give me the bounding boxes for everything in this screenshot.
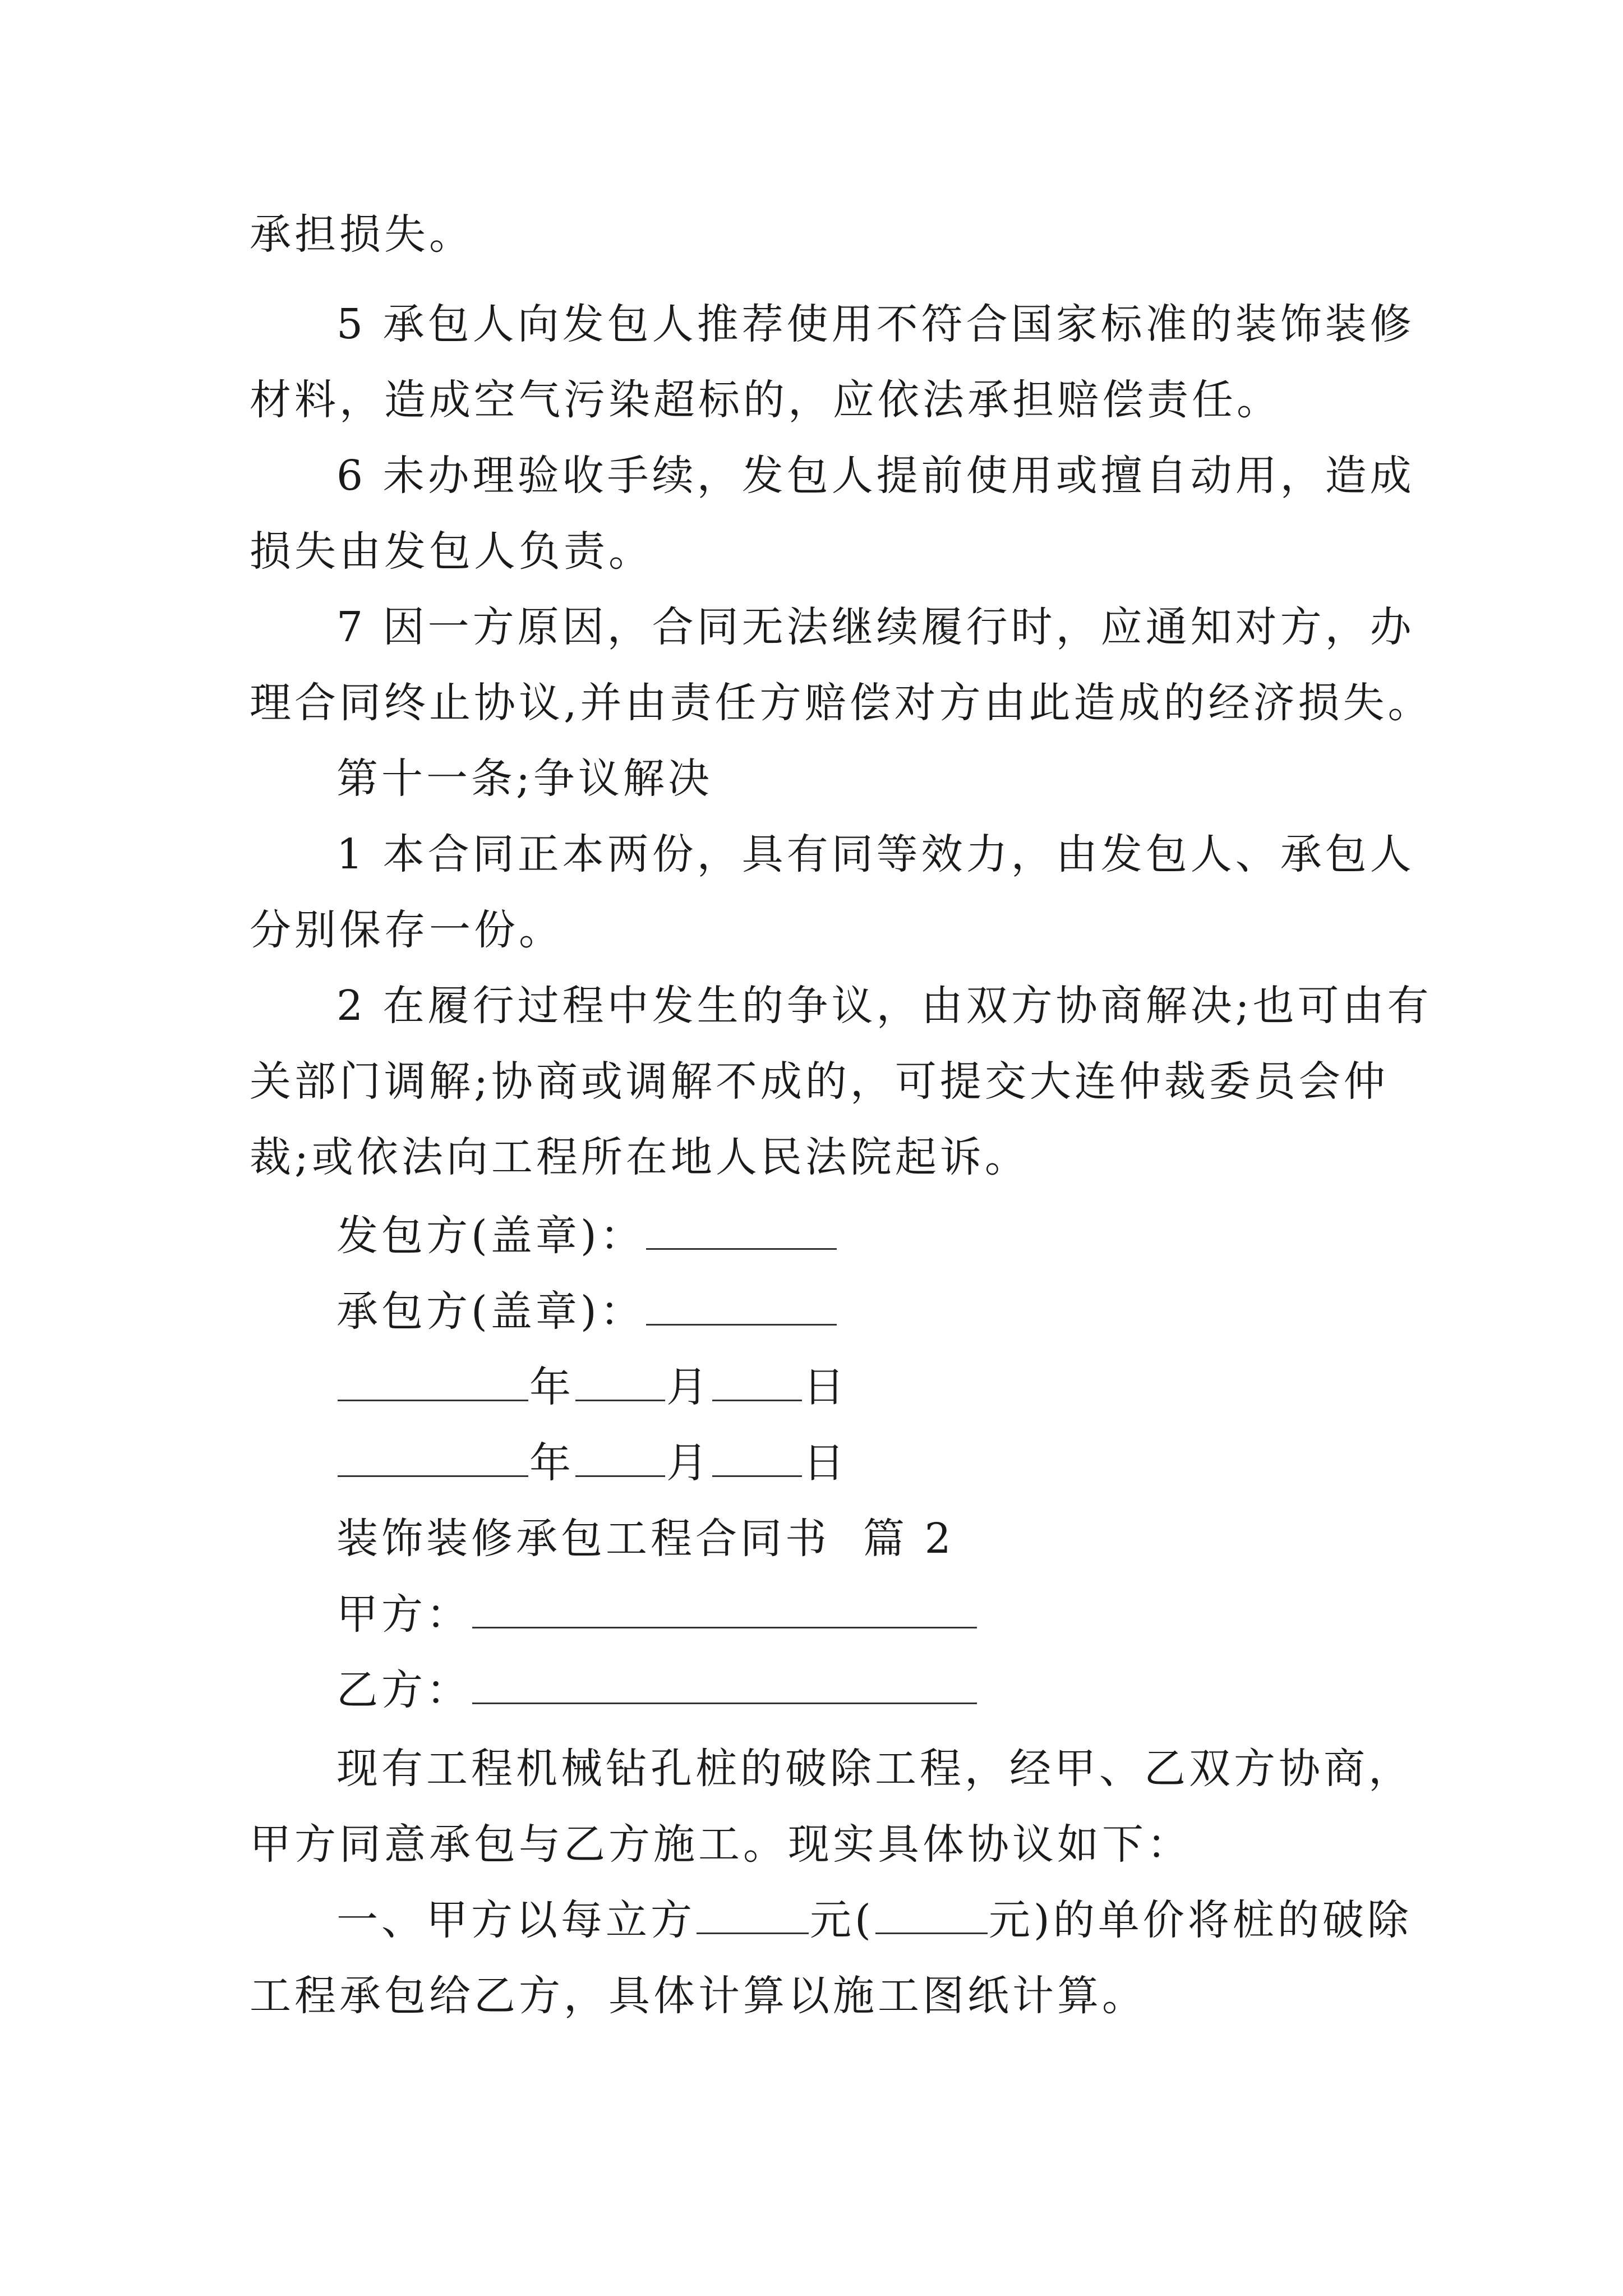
contractor-seal-blank[interactable] xyxy=(646,1285,837,1326)
price-clause-line xyxy=(336,1893,1412,1947)
paragraph-line: 2 在履行过程中发生的争议，由双方协商解决;也可由有 xyxy=(336,982,1432,1030)
paragraph-line: 损失由发包人负责。 xyxy=(250,527,653,576)
month-label: 月 xyxy=(666,1439,711,1487)
section-title: 装饰装修承包工程合同书 篇 2 xyxy=(336,1515,955,1563)
party-b-label: 乙方： xyxy=(336,1666,471,1714)
month-blank[interactable] xyxy=(575,1360,665,1401)
paragraph-line: 1 本合同正本两份，具有同等效力，由发包人、承包人 xyxy=(336,830,1415,878)
party-b-blank[interactable] xyxy=(472,1663,977,1704)
party-a-label: 甲方： xyxy=(336,1590,471,1639)
unit-price-words-blank[interactable] xyxy=(875,1893,988,1934)
date-line xyxy=(336,1436,848,1490)
paragraph-line: 材料，造成空气污染超标的，应依法承担赔偿责任。 xyxy=(250,376,1281,424)
party-b-line xyxy=(336,1663,978,1717)
month-label: 月 xyxy=(666,1363,711,1411)
paragraph-line: 承担损失。 xyxy=(250,210,474,259)
paragraph-line: 工程承包给乙方，具体计算以施工图纸计算。 xyxy=(250,1972,1147,2020)
paragraph-line: 5 承包人向发包人推荐使用不符合国家标准的装饰装修 xyxy=(336,300,1415,348)
employer-seal-label: 发包方(盖章)： xyxy=(336,1212,645,1260)
paragraph-line: 裁;或依法向工程所在地人民法院起诉。 xyxy=(250,1133,1030,1181)
month-blank[interactable] xyxy=(575,1436,665,1477)
date-line xyxy=(336,1360,848,1414)
paragraph-line: 7 因一方原因，合同无法继续履行时，应通知对方，办 xyxy=(336,603,1415,651)
price-clause-text: 元)的单价将桩的破除 xyxy=(988,1896,1412,1944)
day-label: 日 xyxy=(803,1439,848,1487)
paragraph-line: 甲方同意承包与乙方施工。现实具体协议如下： xyxy=(250,1820,1192,1869)
paragraph-line: 关部门调解;协商或调解不成的，可提交大连仲裁委员会仲 xyxy=(250,1057,1389,1106)
day-label: 日 xyxy=(803,1363,848,1411)
price-clause-text: 一、甲方以每立方 xyxy=(336,1896,695,1944)
day-blank[interactable] xyxy=(712,1436,802,1477)
year-blank[interactable] xyxy=(338,1360,528,1401)
contractor-seal-line xyxy=(336,1285,838,1338)
contractor-seal-label: 承包方(盖章)： xyxy=(336,1287,645,1336)
paragraph-line: 理合同终止协议,并由责任方赔偿对方由此造成的经济损失。 xyxy=(250,679,1433,727)
year-label: 年 xyxy=(529,1439,574,1487)
year-blank[interactable] xyxy=(338,1436,528,1477)
employer-seal-line xyxy=(336,1209,838,1263)
paragraph-line: 现有工程机械钻孔桩的破除工程，经甲、乙双方协商， xyxy=(336,1745,1413,1793)
day-blank[interactable] xyxy=(712,1360,802,1401)
employer-seal-blank[interactable] xyxy=(646,1209,837,1250)
paragraph-line: 6 未办理验收手续，发包人提前使用或擅自动用，造成 xyxy=(336,452,1415,500)
price-clause-text: 元( xyxy=(810,1896,874,1944)
section-heading: 第十一条;争议解决 xyxy=(336,754,713,803)
paragraph-line: 分别保存一份。 xyxy=(250,906,564,954)
party-a-line xyxy=(336,1588,978,1641)
party-a-blank[interactable] xyxy=(472,1588,977,1628)
year-label: 年 xyxy=(529,1363,574,1411)
unit-price-blank[interactable] xyxy=(697,1893,809,1934)
